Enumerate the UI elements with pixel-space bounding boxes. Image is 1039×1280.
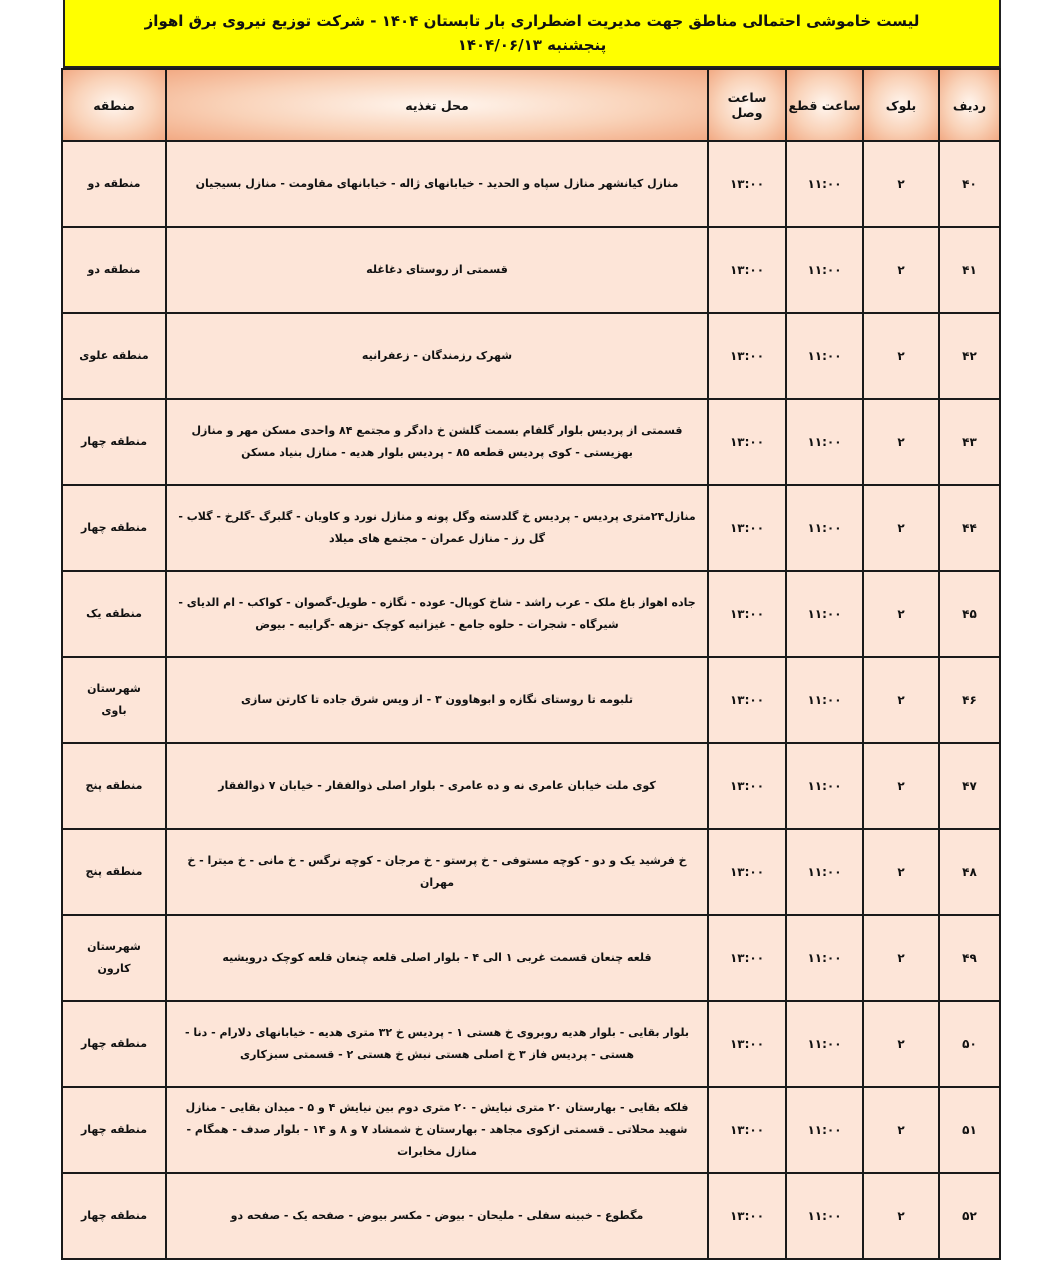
outage-table [61, 68, 1001, 1260]
location-cell: فلکه بقایی - بهارستان ۲۰ متری نیایش - ۲۰ متری دوم بین نیایش ۴ و ۵ - میدان بقایی - منازل شهید محلاتی ـ قسمتی ازکوی مجاهد - بهارستان خ شمشاد ۷ و ۸ و ۱۴ - بلوار صدف - همگام - منازل مخابرات [166, 1087, 708, 1173]
location-cell: جاده اهواز باغ ملک - عرب راشد - شاخ کوپال- عوده - نگازه - طویل-گصوان - کواکب - ام الدیای - شیرگاه - شجرات - حلوه جامع - غیزانیه کوچک -نزهه -گراییه - بیوض [166, 571, 708, 657]
location-cell: منازل۲۴متری پردیس - پردیس خ گلدسته وگل پونه و منازل نورد و کاویان - گلبرگ -گلرخ - گلاب - گل رز - منازل عمران - مجتمع های میلاد [166, 485, 708, 571]
block-cell: ۲ [863, 915, 939, 1001]
block-cell: ۲ [863, 141, 939, 227]
header-connect-time: ساعت وصل [708, 69, 786, 141]
block-cell: ۲ [863, 313, 939, 399]
row-number-cell: ۵۱ [939, 1087, 1000, 1173]
connect-time-cell: ۱۳:۰۰ [708, 1173, 786, 1259]
row-number-cell: ۴۳ [939, 399, 1000, 485]
cut-time-cell: ۱۱:۰۰ [786, 227, 863, 313]
region-cell: منطقه چهار [62, 1173, 166, 1259]
region-cell: شهرستان باوی [62, 657, 166, 743]
block-cell: ۲ [863, 227, 939, 313]
row-number-cell: ۵۰ [939, 1001, 1000, 1087]
region-cell: منطقه دو [62, 227, 166, 313]
row-number-cell: ۴۵ [939, 571, 1000, 657]
region-cell: منطقه پنج [62, 829, 166, 915]
table-row [62, 1173, 1000, 1259]
region-cell: منطقه علوی [62, 313, 166, 399]
block-cell: ۲ [863, 571, 939, 657]
row-number-cell: ۴۲ [939, 313, 1000, 399]
cut-time-cell: ۱۱:۰۰ [786, 1173, 863, 1259]
row-number-cell: ۴۷ [939, 743, 1000, 829]
connect-time-cell: ۱۳:۰۰ [708, 1087, 786, 1173]
table-row [62, 1001, 1000, 1087]
location-cell: قسمتی از روستای دغاغله [166, 227, 708, 313]
location-cell: قلعه چنعان قسمت غربی ۱ الی ۴ - بلوار اصلی قلعه چنعان قلعه کوچک درویشیه [166, 915, 708, 1001]
title-banner [63, 0, 1001, 68]
block-cell: ۲ [863, 485, 939, 571]
cut-time-cell: ۱۱:۰۰ [786, 1001, 863, 1087]
cut-time-cell: ۱۱:۰۰ [786, 141, 863, 227]
cut-time-cell: ۱۱:۰۰ [786, 571, 863, 657]
header-block: بلوک [863, 69, 939, 141]
cut-time-cell: ۱۱:۰۰ [786, 657, 863, 743]
cut-time-cell: ۱۱:۰۰ [786, 743, 863, 829]
location-cell: مگطوع - خبینه سفلی - ملیحان - بیوض - مکسر بیوض - صفحه یک - صفحه دو [166, 1173, 708, 1259]
document-title: لیست خاموشی احتمالی مناطق جهت مدیریت اضطراری بار تابستان ۱۴۰۴ - شرکت توزیع نیروی برق اهواز [144, 12, 920, 30]
cut-time-cell: ۱۱:۰۰ [786, 313, 863, 399]
row-number-cell: ۴۱ [939, 227, 1000, 313]
region-cell: منطقه پنج [62, 743, 166, 829]
location-cell: بلوار بقایی - بلوار هدیه روبروی خ هستی ۱ - پردیس خ ۳۲ متری هدیه - خیابانهای دلارام - دنا - هستی - پردیس فاز ۳ خ اصلی هستی نبش خ هستی ۲ - قسمتی سبزکاری [166, 1001, 708, 1087]
connect-time-cell: ۱۳:۰۰ [708, 227, 786, 313]
cut-time-cell: ۱۱:۰۰ [786, 915, 863, 1001]
block-cell: ۲ [863, 399, 939, 485]
region-cell: شهرستان کارون [62, 915, 166, 1001]
cut-time-cell: ۱۱:۰۰ [786, 399, 863, 485]
connect-time-cell: ۱۳:۰۰ [708, 829, 786, 915]
header-row-number: ردیف [939, 69, 1000, 141]
connect-time-cell: ۱۳:۰۰ [708, 571, 786, 657]
block-cell: ۲ [863, 829, 939, 915]
row-number-cell: ۴۴ [939, 485, 1000, 571]
block-cell: ۲ [863, 1173, 939, 1259]
row-number-cell: ۴۶ [939, 657, 1000, 743]
outage-schedule-sheet [63, 0, 1001, 1260]
region-cell: منطقه چهار [62, 1087, 166, 1173]
region-cell: منطقه دو [62, 141, 166, 227]
location-cell: کوی ملت خیابان عامری نه و ده عامری - بلوار اصلی ذوالفقار - خیابان ۷ ذوالفقار [166, 743, 708, 829]
location-cell: تلبومه تا روستای نگازه و ابوهاوون ۳ - از ویس شرق جاده تا کارتن سازی [166, 657, 708, 743]
table-row [62, 743, 1000, 829]
region-cell: منطقه چهار [62, 1001, 166, 1087]
cut-time-cell: ۱۱:۰۰ [786, 485, 863, 571]
connect-time-cell: ۱۳:۰۰ [708, 313, 786, 399]
table-row [62, 227, 1000, 313]
block-cell: ۲ [863, 1087, 939, 1173]
table-row [62, 1087, 1000, 1173]
table-row [62, 571, 1000, 657]
table-row [62, 829, 1000, 915]
document-date: پنجشنبه ۱۴۰۴/۰۶/۱۳ [457, 36, 607, 54]
region-cell: منطقه یک [62, 571, 166, 657]
row-number-cell: ۴۰ [939, 141, 1000, 227]
table-row [62, 141, 1000, 227]
region-cell: منطقه چهار [62, 399, 166, 485]
connect-time-cell: ۱۳:۰۰ [708, 141, 786, 227]
region-cell: منطقه چهار [62, 485, 166, 571]
connect-time-cell: ۱۳:۰۰ [708, 915, 786, 1001]
block-cell: ۲ [863, 1001, 939, 1087]
location-cell: منازل کیانشهر منازل سپاه و الحدید - خیابانهای ژاله - خیابانهای مقاومت - منازل بسیجیان [166, 141, 708, 227]
location-cell: قسمتی از پردیس بلوار گلفام بسمت گلشن خ دادگر و مجتمع ۸۴ واحدی مسکن مهر و منازل بهزیستی - کوی پردیس قطعه ۸۵ - پردیس بلوار هدیه - منازل بنیاد مسکن [166, 399, 708, 485]
block-cell: ۲ [863, 657, 939, 743]
header-location: محل تغذیه [166, 69, 708, 141]
block-cell: ۲ [863, 743, 939, 829]
location-cell: شهرک رزمندگان - زعفرانیه [166, 313, 708, 399]
row-number-cell: ۴۹ [939, 915, 1000, 1001]
table-row [62, 485, 1000, 571]
connect-time-cell: ۱۳:۰۰ [708, 743, 786, 829]
cut-time-cell: ۱۱:۰۰ [786, 829, 863, 915]
connect-time-cell: ۱۳:۰۰ [708, 399, 786, 485]
connect-time-cell: ۱۳:۰۰ [708, 657, 786, 743]
header-cut-time: ساعت قطع [786, 69, 863, 141]
connect-time-cell: ۱۳:۰۰ [708, 485, 786, 571]
location-cell: خ فرشید یک و دو - کوچه مستوفی - خ پرستو - خ مرجان - کوچه نرگس - خ مانی - خ میترا - خ مهران [166, 829, 708, 915]
cut-time-cell: ۱۱:۰۰ [786, 1087, 863, 1173]
row-number-cell: ۴۸ [939, 829, 1000, 915]
row-number-cell: ۵۲ [939, 1173, 1000, 1259]
header-region: منطقه [62, 69, 166, 141]
table-row [62, 399, 1000, 485]
table-row [62, 657, 1000, 743]
table-row [62, 313, 1000, 399]
table-row [62, 915, 1000, 1001]
table-header-row [62, 69, 1000, 141]
connect-time-cell: ۱۳:۰۰ [708, 1001, 786, 1087]
